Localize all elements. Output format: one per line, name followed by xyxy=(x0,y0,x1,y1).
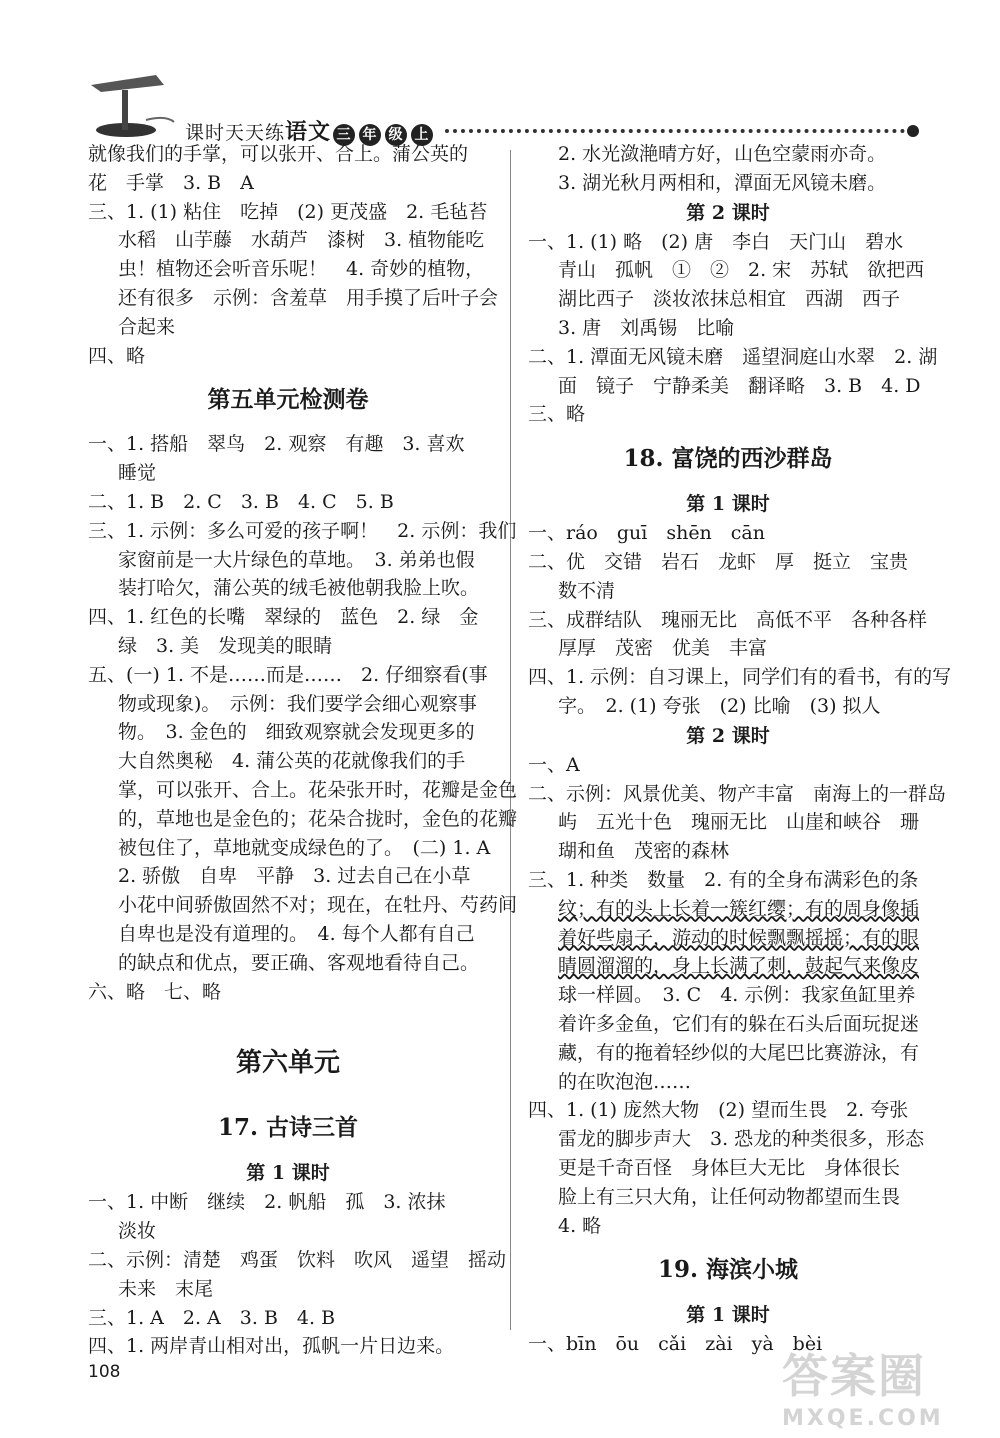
answer-line: 四、1. 示例：自习课上，同学们有的看书，有的写 xyxy=(528,666,952,689)
answer-line: 球一样圆。 3. C 4. 示例：我家鱼缸里养 xyxy=(558,984,916,1007)
answer-line: 小花中间骄傲固然不对；现在，在牡丹、芍药间 xyxy=(118,894,518,917)
answer-line: 四、1. 两岸青山相对出，孤帆一片日边来。 xyxy=(88,1335,455,1358)
right-column xyxy=(528,140,952,1359)
period-heading: 第 2 课时 xyxy=(686,724,770,747)
answer-line: 3. 唐 刘禹锡 比喻 xyxy=(558,316,735,339)
answer-line: 二、示例：风景优美、物产丰富 南海上的一群岛 xyxy=(528,782,947,805)
answer-line: 物。 3. 金色的 细致观察就会发现更多的 xyxy=(118,721,475,744)
answer-line: 四、1. (1) 庞然大物 (2) 望而生畏 2. 夸张 xyxy=(528,1099,909,1122)
period-heading: 第 1 课时 xyxy=(686,493,770,516)
lamp-logo-icon xyxy=(86,60,176,140)
lesson-heading: 18. 富饶的西沙群岛 xyxy=(623,445,833,473)
lesson-heading: 19. 海滨小城 xyxy=(657,1256,799,1284)
answer-line: 四、略 xyxy=(88,344,146,367)
answer-line: 脸上有三只大角，让任何动物都望而生畏 xyxy=(558,1185,901,1208)
answer-line: 家窗前是一大片绿色的草地。 3. 弟弟也假 xyxy=(118,548,475,571)
answer-line: 3. 湖光秋月两相和，潭面无风镜未磨。 xyxy=(558,171,887,194)
answer-line: 还有很多 示例：含羞草 用手摸了后叶子会 xyxy=(118,286,499,309)
answer-line: 花 手掌 3. B A xyxy=(88,171,254,194)
answer-line: 三、1. 示例：多么可爱的孩子啊！ 2. 示例：我们 xyxy=(88,519,517,542)
answer-line: 面 镜子 宁静柔美 翻译略 3. B 4. D xyxy=(558,374,921,397)
answer-line: 三、1. A 2. A 3. B 4. B xyxy=(88,1306,336,1329)
answer-line: 五、(一) 1. 不是……而是…… 2. 仔细察看(事 xyxy=(88,663,488,686)
answer-line: 大自然奥秘 4. 蒲公英的花就像我们的手 xyxy=(118,750,466,773)
answer-line: 物或现象)。 示例：我们要学会细心观察事 xyxy=(118,692,477,715)
answer-line: 一、1. (1) 略 (2) 唐 李白 天门山 碧水 xyxy=(528,230,904,253)
answer-line: 三、成群结队 瑰丽无比 高低不平 各种各样 xyxy=(528,608,928,631)
answer-line: 更是千奇百怪 身体巨大无比 身体很长 xyxy=(558,1156,901,1179)
answer-line: 藏，有的拖着轻纱似的大尾巴比赛游泳，有 xyxy=(558,1041,920,1064)
answer-line: 一、1. 搭船 翠鸟 2. 观察 有趣 3. 喜欢 xyxy=(88,433,465,456)
answer-line: 青山 孤帆 ① ② 2. 宋 苏轼 欲把西 xyxy=(558,259,925,282)
answer-line: 2. 骄傲 自卑 平静 3. 过去自己在小草 xyxy=(118,865,471,888)
answer-line: 三、1. 种类 数量 2. 有的全身布满彩色的条 xyxy=(528,868,919,891)
answer-line: 瑚和鱼 茂密的森林 xyxy=(558,840,730,863)
page-header xyxy=(0,40,1000,145)
answer-line: 水稻 山芋藤 水葫芦 漆树 3. 植物能吃 xyxy=(118,229,485,252)
answer-line: 的缺点和优点，要正确、客观地看待自己。 xyxy=(118,951,480,974)
section-heading: 第五单元检测卷 xyxy=(207,386,369,414)
answer-line: 湖比西子 淡妆浓抹总相宜 西湖 西子 xyxy=(558,288,901,311)
answer-line: 二、1. B 2. C 3. B 4. C 5. B xyxy=(88,490,394,513)
answer-line: 装打哈欠，蒲公英的绒毛被他朝我脸上吹。 xyxy=(118,577,480,600)
header-dotted-rule xyxy=(445,129,905,133)
header-dot-end xyxy=(907,125,919,137)
watermark-logo xyxy=(782,1340,982,1430)
watermark-text: 答案圈 xyxy=(782,1349,926,1403)
lesson-heading: 17. 古诗三首 xyxy=(217,1114,359,1142)
answer-line: 字。 2. (1) 夸张 (2) 比喻 (3) 拟人 xyxy=(558,694,881,717)
answer-line: 一、1. 中断 继续 2. 帆船 孤 3. 浓抹 xyxy=(88,1191,446,1214)
page-number: 108 xyxy=(88,1362,121,1382)
answer-line: 淡妆 xyxy=(118,1220,157,1243)
answer-line: 就像我们的手掌，可以张开、合上。蒲公英的 xyxy=(88,143,469,165)
left-column xyxy=(88,140,518,1361)
answer-line: 二、示例：清楚 鸡蛋 饮料 吹风 遥望 摇动 xyxy=(88,1248,507,1271)
answer-line: 被包住了，草地就变成绿色的了。 (二) 1. A xyxy=(118,836,491,859)
unit-heading: 第六单元 xyxy=(235,1048,340,1079)
answer-line: 六、略 七、略 xyxy=(88,980,222,1003)
answer-line: 数不清 xyxy=(558,579,616,602)
answer-line: 未来 末尾 xyxy=(118,1277,214,1300)
answer-line: 4. 略 xyxy=(558,1214,602,1237)
answer-line: 自卑也是没有道理的。 4. 每个人都有自己 xyxy=(118,922,475,945)
answer-line: 一、A xyxy=(528,753,580,776)
answer-line: 的，草地也是金色的；花朵合拢时，金色的花瓣 xyxy=(118,807,518,830)
column-divider xyxy=(510,150,511,1330)
answer-line: 厚厚 茂密 优美 丰富 xyxy=(558,637,768,660)
answer-line: 二、优 交错 岩石 龙虾 厚 挺立 宝贵 xyxy=(528,550,909,573)
answer-line: 屿 五光十色 瑰丽无比 山崖和峡谷 珊 xyxy=(558,811,920,834)
answer-line: 掌，可以张开、合上。花朵张开时，花瓣是金色 xyxy=(118,778,518,801)
answer-line: 一、ráo guī shēn cān xyxy=(528,522,765,545)
answer-line: 合起来 xyxy=(118,315,176,338)
answer-line: 二、1. 潭面无风镜未磨 遥望洞庭山水翠 2. 湖 xyxy=(528,345,938,368)
period-heading: 第 1 课时 xyxy=(246,1162,330,1185)
underlined-answer-line: 纹；有的头上长着一簇红缨；有的周身像插 xyxy=(558,897,920,920)
book-title: 课时天天练语文 三 年 级 上 xyxy=(185,115,435,146)
underlined-answer-line: 着好些扇子，游动的时候飘飘摇摇；有的眼 xyxy=(558,926,920,949)
period-heading: 第 2 课时 xyxy=(686,201,770,224)
answer-line: 四、1. 红色的长嘴 翠绿的 蓝色 2. 绿 金 xyxy=(88,606,479,629)
answer-line: 睡觉 xyxy=(118,462,157,485)
answer-line: 绿 3. 美 发现美的眼睛 xyxy=(118,634,333,657)
answer-line: 一、bīn ōu cǎi zài yà bèi xyxy=(528,1333,823,1356)
answer-line: 雷龙的脚步声大 3. 恐龙的种类很多，形态 xyxy=(558,1128,925,1151)
answer-line: 三、1. (1) 粘住 吃掉 (2) 更茂盛 2. 毛毡苔 xyxy=(88,200,488,223)
watermark-url: MXQE.COM xyxy=(782,1406,944,1431)
answer-line: 的在吹泡泡…… xyxy=(558,1070,692,1093)
answer-line: 2. 水光潋滟晴方好，山色空蒙雨亦奇。 xyxy=(558,143,887,165)
answer-line: 着许多金鱼，它们有的躲在石头后面玩捉迷 xyxy=(558,1012,920,1035)
underlined-answer-line: 睛圆溜溜的，身上长满了刺，鼓起气来像皮 xyxy=(558,955,920,978)
period-heading: 第 1 课时 xyxy=(686,1304,770,1327)
answer-line: 虫！植物还会听音乐呢！ 4. 奇妙的植物， xyxy=(118,258,485,281)
answer-line: 三、略 xyxy=(528,403,586,426)
